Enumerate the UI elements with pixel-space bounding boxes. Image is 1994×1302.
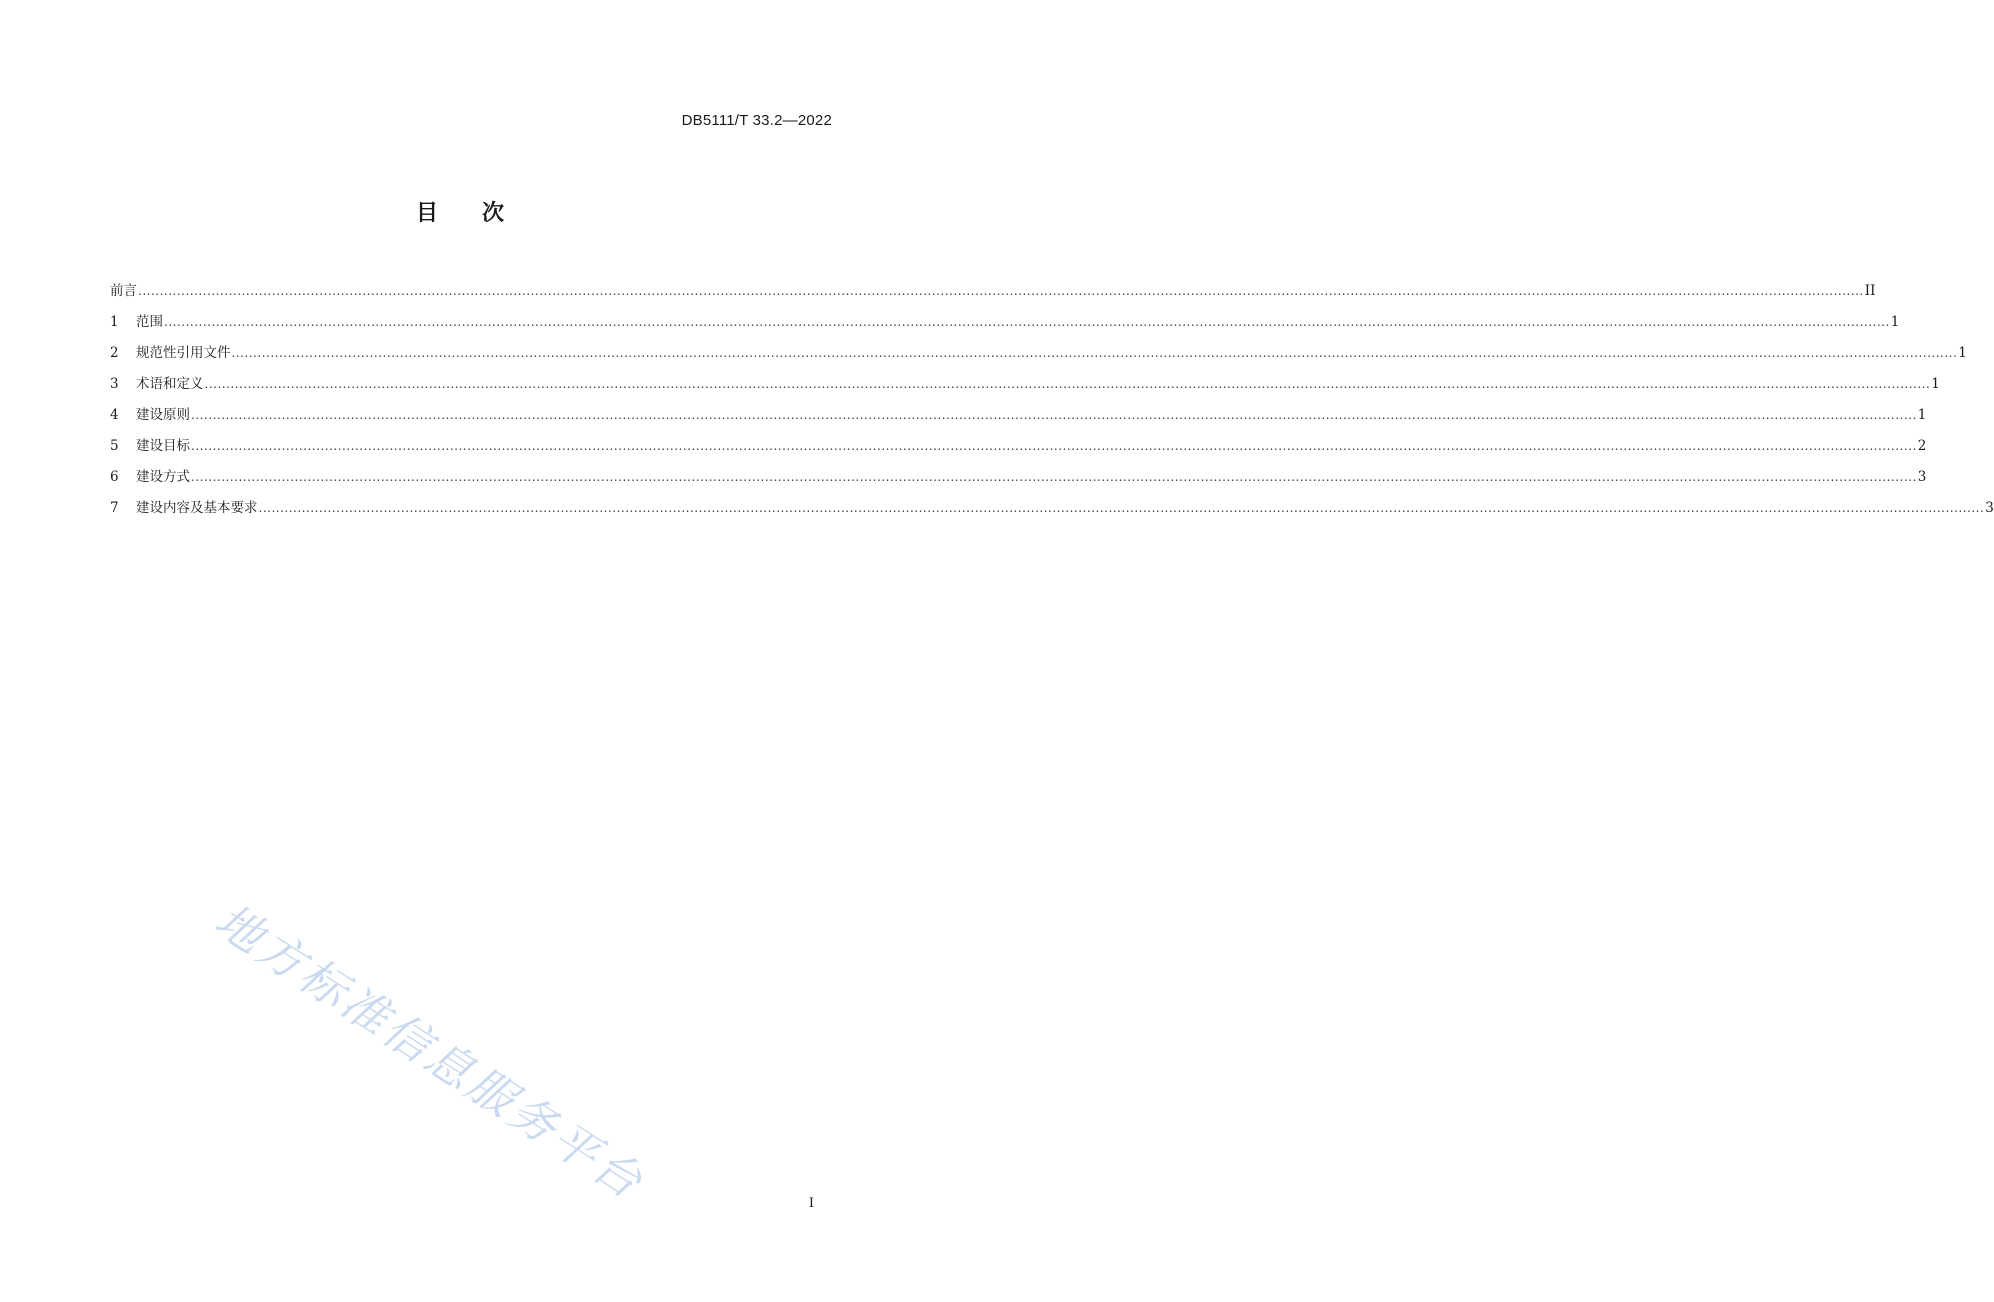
toc-entry-page: 2 bbox=[1917, 438, 1927, 454]
toc-entry[interactable] bbox=[110, 374, 1940, 405]
toc-leader-dots: ................................................................................................................................................................................................................................................................................................................................................................................................................ bbox=[191, 470, 1917, 484]
toc-leader-dots: ................................................................................................................................................................................................................................................................................................................................................................................................................ bbox=[191, 439, 1917, 453]
toc-entry-page: 1 bbox=[1890, 314, 1900, 330]
toc-entry-number: 6 bbox=[110, 469, 119, 485]
toc-entry[interactable] bbox=[110, 281, 1876, 312]
toc-entry-label[interactable]: 术语和定义 bbox=[136, 376, 204, 392]
toc-entry-page: 1 bbox=[1931, 376, 1940, 392]
toc-title-char-1: 目 bbox=[415, 201, 438, 226]
watermark-text: 地方标准信息服务平台 bbox=[205, 892, 655, 1211]
toc-entry-number: 2 bbox=[110, 345, 119, 361]
toc-entry-number: 4 bbox=[110, 407, 119, 423]
toc-entry[interactable] bbox=[110, 467, 1927, 498]
toc-title bbox=[0, 196, 920, 227]
toc-entry-label[interactable]: 建设目标 bbox=[136, 438, 190, 454]
toc-leader-dots: ................................................................................................................................................................................................................................................................................................................................................................................................................ bbox=[138, 284, 1864, 298]
toc-entry[interactable] bbox=[110, 436, 1927, 467]
toc-leader-dots: ................................................................................................................................................................................................................................................................................................................................................................................................................ bbox=[258, 501, 1985, 515]
toc-entry[interactable] bbox=[110, 312, 1900, 343]
toc-entry-label[interactable]: 规范性引用文件 bbox=[136, 345, 231, 361]
toc-entry-label[interactable]: 建设方式 bbox=[136, 469, 190, 485]
toc-leader-dots: ................................................................................................................................................................................................................................................................................................................................................................................................................ bbox=[164, 315, 1890, 329]
document-code: DB5111/T 33.2—2022 bbox=[681, 112, 832, 129]
toc-entry-page: 3 bbox=[1985, 500, 1994, 516]
toc-entry-number: 7 bbox=[110, 500, 119, 516]
toc-entry-page: 3 bbox=[1917, 469, 1927, 485]
page-number: I bbox=[808, 1196, 814, 1211]
toc-entry-number: 5 bbox=[110, 438, 119, 454]
toc-entry[interactable] bbox=[110, 405, 1927, 436]
toc-leader-dots: ................................................................................................................................................................................................................................................................................................................................................................................................................ bbox=[204, 377, 1931, 391]
toc-entry-page: 1 bbox=[1917, 407, 1927, 423]
toc-leader-dots: ................................................................................................................................................................................................................................................................................................................................................................................................................ bbox=[231, 346, 1958, 360]
toc-entry-number: 3 bbox=[110, 376, 119, 392]
toc-entry-label[interactable]: 前言 bbox=[110, 283, 137, 299]
toc-entry[interactable] bbox=[110, 498, 1994, 529]
toc-leader-dots: ................................................................................................................................................................................................................................................................................................................................................................................................................ bbox=[191, 408, 1917, 422]
toc-entry[interactable] bbox=[110, 343, 1967, 374]
toc-entry-page: II bbox=[1864, 283, 1876, 299]
toc-entry-page: 1 bbox=[1958, 345, 1967, 361]
toc-entry-label[interactable]: 建设原则 bbox=[136, 407, 190, 423]
table-of-contents bbox=[110, 281, 1994, 529]
toc-entry-number: 1 bbox=[110, 314, 119, 330]
toc-entry-label[interactable]: 范围 bbox=[136, 314, 163, 330]
toc-title-char-2: 次 bbox=[482, 201, 505, 226]
toc-entry-label[interactable]: 建设内容及基本要求 bbox=[136, 500, 258, 516]
